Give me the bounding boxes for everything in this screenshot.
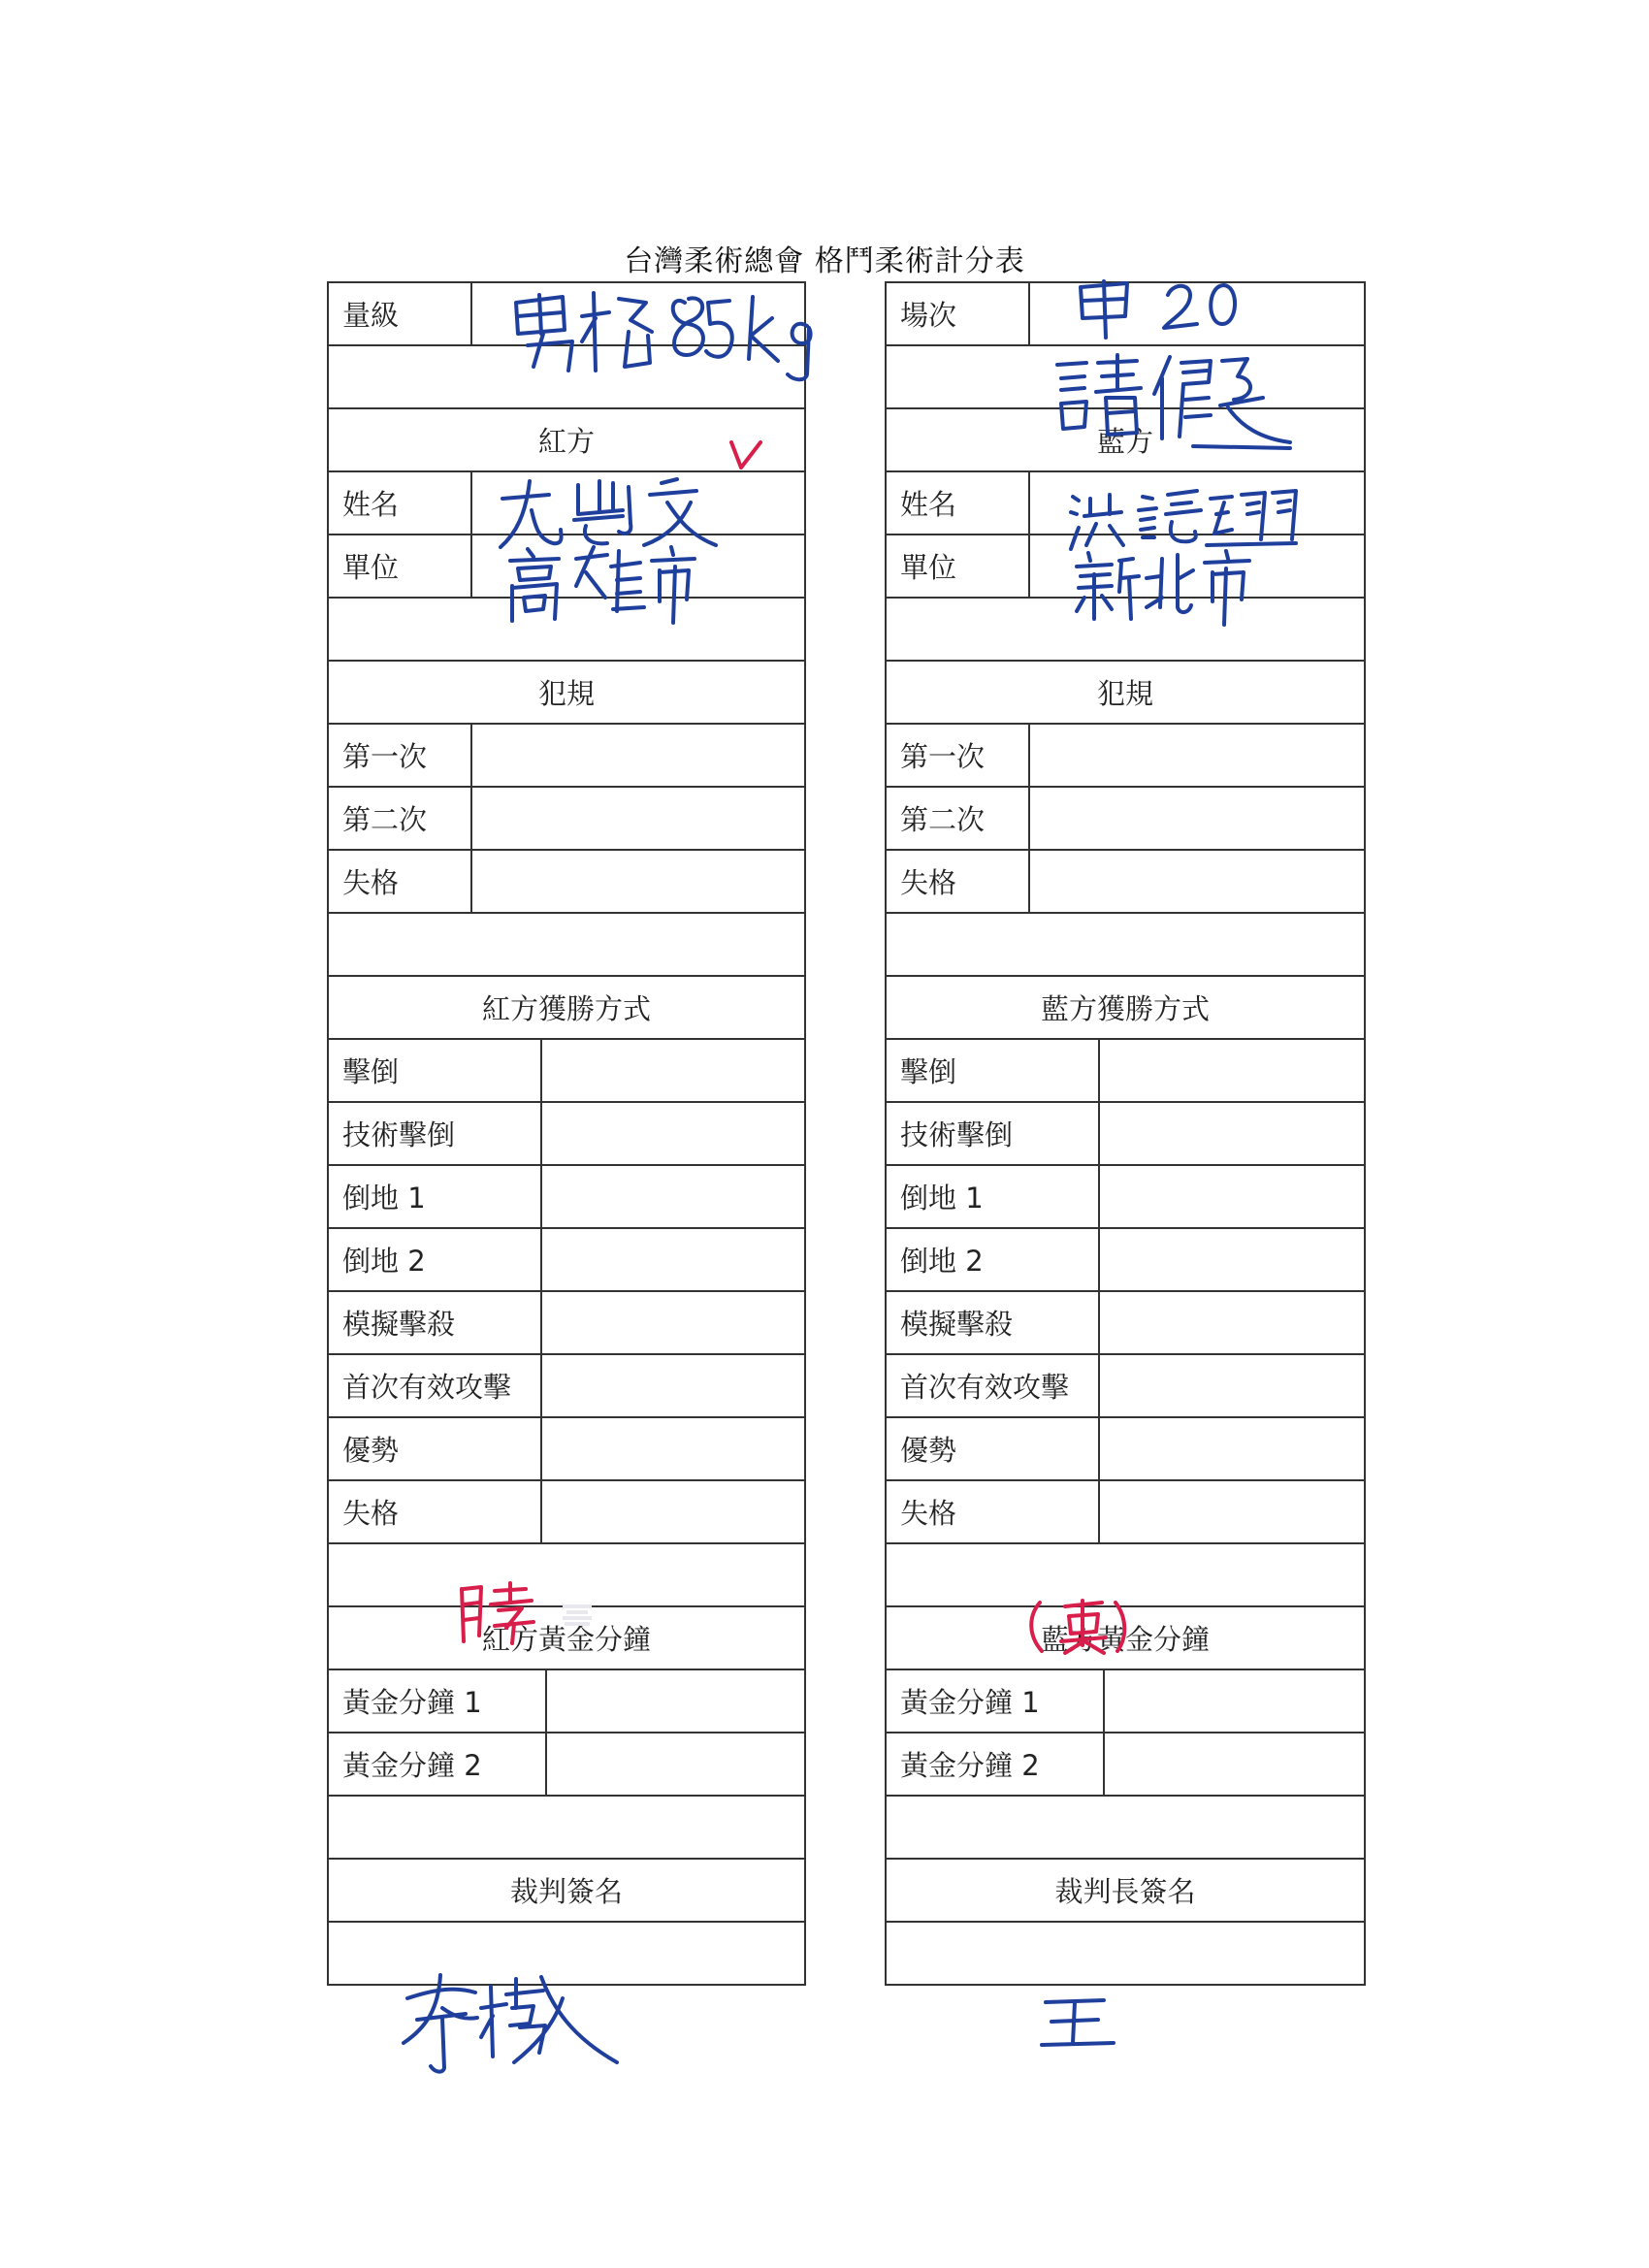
red-gold-row xyxy=(329,1670,804,1733)
blue-win-row xyxy=(887,1481,1364,1544)
chief-sign-row xyxy=(887,1923,1364,1986)
red-gold-row xyxy=(329,1733,804,1797)
red-win-row xyxy=(329,1481,804,1544)
blue-win-row xyxy=(887,1040,1364,1103)
red-win-title: 紅方獲勝方式 xyxy=(481,992,651,1025)
red-win-label: 技術擊倒 xyxy=(329,1103,542,1164)
red-side-label: 紅方 xyxy=(537,425,595,458)
blue-win-row xyxy=(887,1292,1364,1355)
referee-sign-header xyxy=(329,1860,804,1923)
red-foul-header xyxy=(329,662,804,725)
blank-row xyxy=(887,599,1364,662)
red-foul-title: 犯規 xyxy=(537,677,595,710)
red-gold-title: 紅方黃金分鐘 xyxy=(481,1623,651,1656)
blue-win-label: 倒地 1 xyxy=(887,1166,1100,1227)
blank-row xyxy=(887,1797,1364,1860)
red-gold-label: 黃金分鐘 1 xyxy=(329,1670,547,1732)
blue-unit-row xyxy=(887,535,1364,599)
red-gold-label: 黃金分鐘 2 xyxy=(329,1733,547,1795)
red-win-label: 首次有效攻擊 xyxy=(329,1355,542,1416)
weight-label: 量級 xyxy=(329,283,472,344)
red-win-row xyxy=(329,1292,804,1355)
red-win-row xyxy=(329,1418,804,1481)
blank-row xyxy=(887,914,1364,977)
blue-name-row xyxy=(887,472,1364,535)
red-foul-label: 第一次 xyxy=(329,725,472,786)
red-win-header xyxy=(329,977,804,1040)
match-row xyxy=(887,283,1364,346)
blue-result-row xyxy=(887,1544,1364,1607)
blue-win-label: 失格 xyxy=(887,1481,1100,1542)
red-win-label: 擊倒 xyxy=(329,1040,542,1101)
red-win-label: 倒地 2 xyxy=(329,1229,542,1290)
blue-gold-row xyxy=(887,1670,1364,1733)
blue-gold-header xyxy=(887,1607,1364,1670)
blue-foul-row xyxy=(887,725,1364,788)
blue-foul-title: 犯規 xyxy=(1096,677,1153,710)
blue-win-label: 模擬擊殺 xyxy=(887,1292,1100,1353)
chief-signature xyxy=(1038,1994,1116,2057)
match-value xyxy=(1030,283,1364,344)
red-win-label: 模擬擊殺 xyxy=(329,1292,542,1353)
blank-row xyxy=(329,346,804,409)
blue-win-label: 首次有效攻擊 xyxy=(887,1355,1100,1416)
blue-name-value xyxy=(1030,472,1364,534)
blank-row xyxy=(887,346,1364,409)
blue-unit-label: 單位 xyxy=(887,535,1030,597)
referee-signature xyxy=(398,1969,621,2080)
match-label: 場次 xyxy=(887,283,1030,344)
red-win-label: 優勢 xyxy=(329,1418,542,1479)
blue-side-header xyxy=(887,409,1364,472)
weight-value xyxy=(472,283,804,344)
red-unit-value xyxy=(472,535,804,597)
blue-win-row xyxy=(887,1103,1364,1166)
red-win-label: 失格 xyxy=(329,1481,542,1542)
red-name-row xyxy=(329,472,804,535)
red-result-row xyxy=(329,1544,804,1607)
blank-row xyxy=(329,1797,804,1860)
blue-win-label: 倒地 2 xyxy=(887,1229,1100,1290)
weight-row xyxy=(329,283,804,346)
blue-gold-label: 黃金分鐘 2 xyxy=(887,1733,1105,1795)
red-column xyxy=(327,281,806,1986)
red-foul-row xyxy=(329,725,804,788)
blue-foul-label: 失格 xyxy=(887,851,1030,912)
blue-foul-row xyxy=(887,788,1364,851)
blue-win-title: 藍方獲勝方式 xyxy=(1040,992,1210,1025)
blue-gold-title: 藍方黃金分鐘 xyxy=(1040,1623,1210,1656)
chief-sign-title: 裁判長簽名 xyxy=(1054,1875,1196,1908)
chief-sign-header xyxy=(887,1860,1364,1923)
blue-foul-label: 第一次 xyxy=(887,725,1030,786)
blue-win-label: 優勢 xyxy=(887,1418,1100,1479)
blue-win-row xyxy=(887,1355,1364,1418)
red-foul-row xyxy=(329,851,804,914)
red-foul-label: 失格 xyxy=(329,851,472,912)
red-gold-header xyxy=(329,1607,804,1670)
blue-gold-row xyxy=(887,1733,1364,1797)
red-win-row xyxy=(329,1040,804,1103)
blue-name-label: 姓名 xyxy=(887,472,1030,534)
blue-win-row xyxy=(887,1229,1364,1292)
blue-win-label: 技術擊倒 xyxy=(887,1103,1100,1164)
red-foul-label: 第二次 xyxy=(329,788,472,849)
document-title: 台灣柔術總會 格鬥柔術計分表 xyxy=(624,244,1025,278)
blue-foul-row xyxy=(887,851,1364,914)
referee-sign-row xyxy=(329,1923,804,1986)
blue-side-label: 藍方 xyxy=(1096,425,1153,458)
red-foul-row xyxy=(329,788,804,851)
blue-win-header xyxy=(887,977,1364,1040)
red-win-row xyxy=(329,1355,804,1418)
blank-row xyxy=(329,599,804,662)
blue-win-row xyxy=(887,1418,1364,1481)
blue-win-row xyxy=(887,1166,1364,1229)
red-unit-label: 單位 xyxy=(329,535,472,597)
red-unit-row xyxy=(329,535,804,599)
referee-sign-title: 裁判簽名 xyxy=(509,1875,623,1908)
blue-foul-label: 第二次 xyxy=(887,788,1030,849)
red-win-label: 倒地 1 xyxy=(329,1166,542,1227)
red-win-row xyxy=(329,1166,804,1229)
blue-win-label: 擊倒 xyxy=(887,1040,1100,1101)
blue-column xyxy=(885,281,1366,1986)
blank-row xyxy=(329,914,804,977)
red-win-row xyxy=(329,1229,804,1292)
red-name-label: 姓名 xyxy=(329,472,472,534)
blue-foul-header xyxy=(887,662,1364,725)
red-name-value xyxy=(472,472,804,534)
red-side-header xyxy=(329,409,804,472)
blue-gold-label: 黃金分鐘 1 xyxy=(887,1670,1105,1732)
blue-unit-value xyxy=(1030,535,1364,597)
red-win-row xyxy=(329,1103,804,1166)
